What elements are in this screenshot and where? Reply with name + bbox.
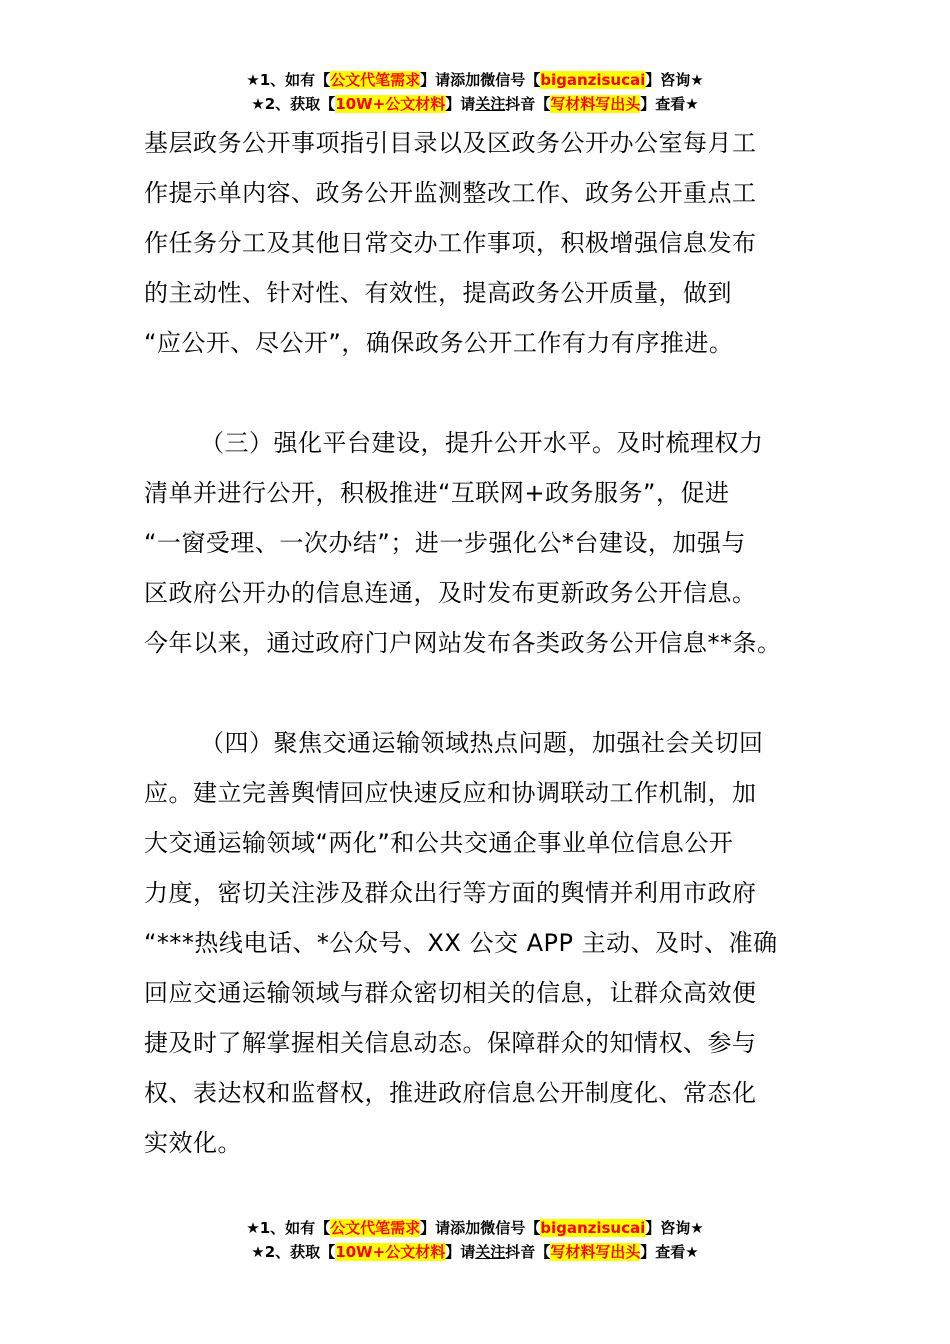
footer-line-1 — [0, 1216, 950, 1240]
paragraph-line: 区政府公开办的信息连通，及时发布更新政务公开信息。 — [144, 579, 757, 607]
paragraph-line: 实效化。 — [144, 1129, 242, 1157]
footer-line-1-prefix: ★1、如有【 — [246, 1219, 331, 1237]
header-line-1-suffix: 】咨询★ — [645, 71, 704, 89]
ad-highlight-douyin-account: 写材料写出头 — [550, 1243, 641, 1261]
paragraph-line: “***热线电话、*公众号、XX 公交 APP 主动、及时、准确 — [144, 929, 778, 957]
paragraph-line: 基层政务公开事项指引目录以及区政务公开办公室每月工 — [144, 129, 757, 157]
header-line-2-prefix: ★2、获取【 — [251, 95, 336, 113]
paragraph-line: 回应交通运输领域与群众密切相关的信息，让群众高效便 — [144, 979, 757, 1007]
footer-banner — [0, 1216, 950, 1264]
footer-line-2-prefix: ★2、获取【 — [251, 1243, 336, 1261]
paragraph-line: 的主动性、针对性、有效性，提高政务公开质量，做到 — [144, 279, 732, 307]
paragraph-line: 作任务分工及其他日常交办工作事项，积极增强信息发布 — [144, 229, 757, 257]
paragraph-line: 权、表达权和监督权，推进政府信息公开制度化、常态化 — [144, 1079, 757, 1107]
ad-highlight-materials: 10W+公文材料 — [335, 1243, 446, 1261]
header-line-1-mid2: 微信号【 — [480, 71, 541, 89]
paragraph-line: 力度，密切关注涉及群众出行等方面的舆情并利用市政府 — [144, 879, 757, 907]
header-line-1-mid: 】请添 — [420, 71, 466, 89]
footer-line-1-bold: 加 — [465, 1219, 481, 1237]
footer-line-1-suffix: 】咨询★ — [645, 1219, 704, 1237]
footer-line-2-mid: 】请 — [445, 1243, 476, 1261]
paragraph-line: “应公开、尽公开”，确保政务公开工作有力有序推进。 — [144, 329, 734, 357]
header-line-2-underline: 关注 — [475, 95, 506, 113]
ad-highlight-materials: 10W+公文材料 — [335, 95, 446, 113]
header-line-2-mid2: 抖音【 — [505, 95, 551, 113]
paragraph-line: （四）聚焦交通运输领域热点问题，加强社会关切回 — [200, 729, 764, 757]
footer-line-2-suffix: 】查看★ — [640, 1243, 699, 1261]
paragraph-line: 作提示单内容、政务公开监测整改工作、政务公开重点工 — [144, 179, 757, 207]
ad-highlight-wechat-id: biganzisucai — [540, 1219, 646, 1237]
paragraph-line: “一窗受理、一次办结”；进一步强化公*台建设，加强与 — [144, 529, 746, 557]
ad-highlight-writing-service: 公文代笔需求 — [330, 71, 421, 89]
paragraph-line: 应。建立完善舆情回应快速反应和协调联动工作机制，加 — [144, 779, 757, 807]
paragraph-line: （三）强化平台建设，提升公开水平。及时梳理权力 — [200, 429, 764, 457]
header-line-1-bold: 加 — [465, 71, 481, 89]
header-banner — [0, 68, 950, 116]
paragraph-line: 捷及时了解掌握相关信息动态。保障群众的知情权、参与 — [144, 1029, 757, 1057]
footer-line-2 — [0, 1240, 950, 1264]
body-paragraph-1 — [144, 118, 814, 368]
footer-line-1-mid: 】请添 — [420, 1219, 466, 1237]
header-line-1 — [0, 68, 950, 92]
footer-line-2-underline: 关注 — [475, 1243, 506, 1261]
paragraph-line: 大交通运输领域“两化”和公共交通企事业单位信息公开 — [144, 829, 734, 857]
footer-line-2-mid2: 抖音【 — [505, 1243, 551, 1261]
ad-highlight-douyin-account: 写材料写出头 — [550, 95, 641, 113]
header-line-1-prefix: ★1、如有【 — [246, 71, 331, 89]
ad-highlight-wechat-id: biganzisucai — [540, 71, 646, 89]
paragraph-line: 清单并进行公开，积极推进“互联网+政务服务”，促进 — [144, 479, 730, 507]
body-paragraph-2 — [144, 418, 814, 668]
header-line-2-mid: 】请 — [445, 95, 476, 113]
ad-highlight-writing-service: 公文代笔需求 — [330, 1219, 421, 1237]
header-line-2 — [0, 92, 950, 116]
body-paragraph-3 — [144, 718, 814, 1168]
footer-line-1-mid2: 微信号【 — [480, 1219, 541, 1237]
paragraph-line: 今年以来，通过政府门户网站发布各类政务公开信息**条。 — [144, 629, 782, 657]
header-line-2-suffix: 】查看★ — [640, 95, 699, 113]
